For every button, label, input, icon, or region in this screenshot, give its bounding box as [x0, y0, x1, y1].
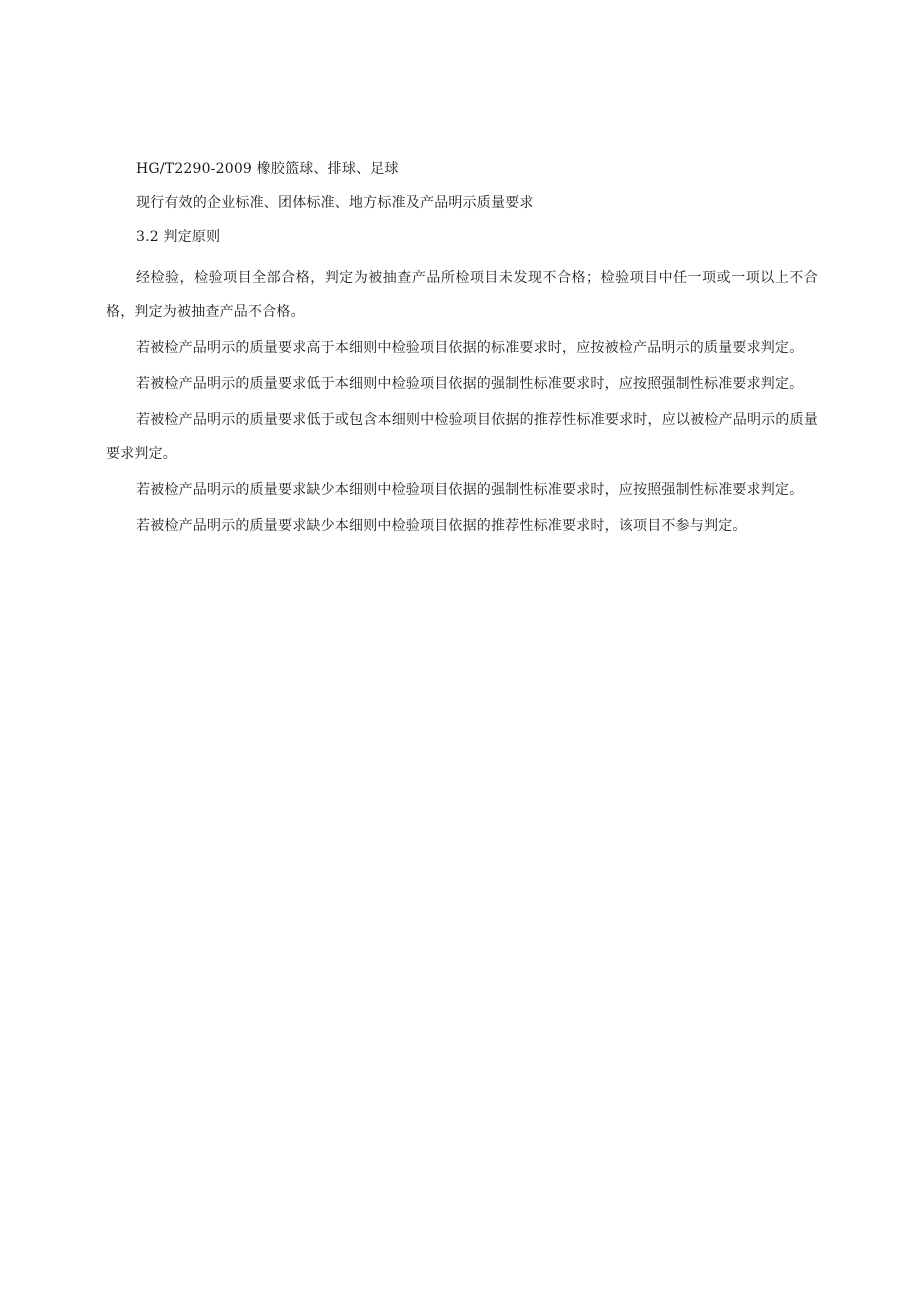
document-body: [106, 159, 818, 543]
judgment-paragraph-2: 若被检产品明示的质量要求高于本细则中检验项目依据的标准要求时，应按被检产品明示的质量要求判定。: [136, 340, 804, 356]
section-heading: 3.2 判定原则: [136, 229, 221, 245]
judgment-paragraph-5: 若被检产品明示的质量要求缺少本细则中检验项目依据的强制性标准要求时，应按照强制性标准要求判定。: [136, 482, 804, 498]
standard-scope-line: 现行有效的企业标准、团体标准、地方标准及产品明示质量要求: [136, 195, 534, 211]
standard-reference-line: HG/T2290-2009 橡胶篮球、排球、足球: [136, 161, 399, 177]
judgment-paragraph-1: 经检验，检验项目全部合格，判定为被抽查产品所检项目未发现不合格；检验项目中任一项或一项以上不合格，判定为被抽查产品不合格。: [106, 270, 818, 320]
judgment-paragraph-3: 若被检产品明示的质量要求低于本细则中检验项目依据的强制性标准要求时，应按照强制性标准要求判定。: [136, 376, 804, 392]
judgment-paragraph-6: 若被检产品明示的质量要求缺少本细则中检验项目依据的推荐性标准要求时，该项目不参与判定。: [136, 518, 747, 534]
judgment-paragraph-4: 若被检产品明示的质量要求低于或包含本细则中检验项目依据的推荐性标准要求时，应以被检产品明示的质量要求判定。: [106, 412, 818, 462]
